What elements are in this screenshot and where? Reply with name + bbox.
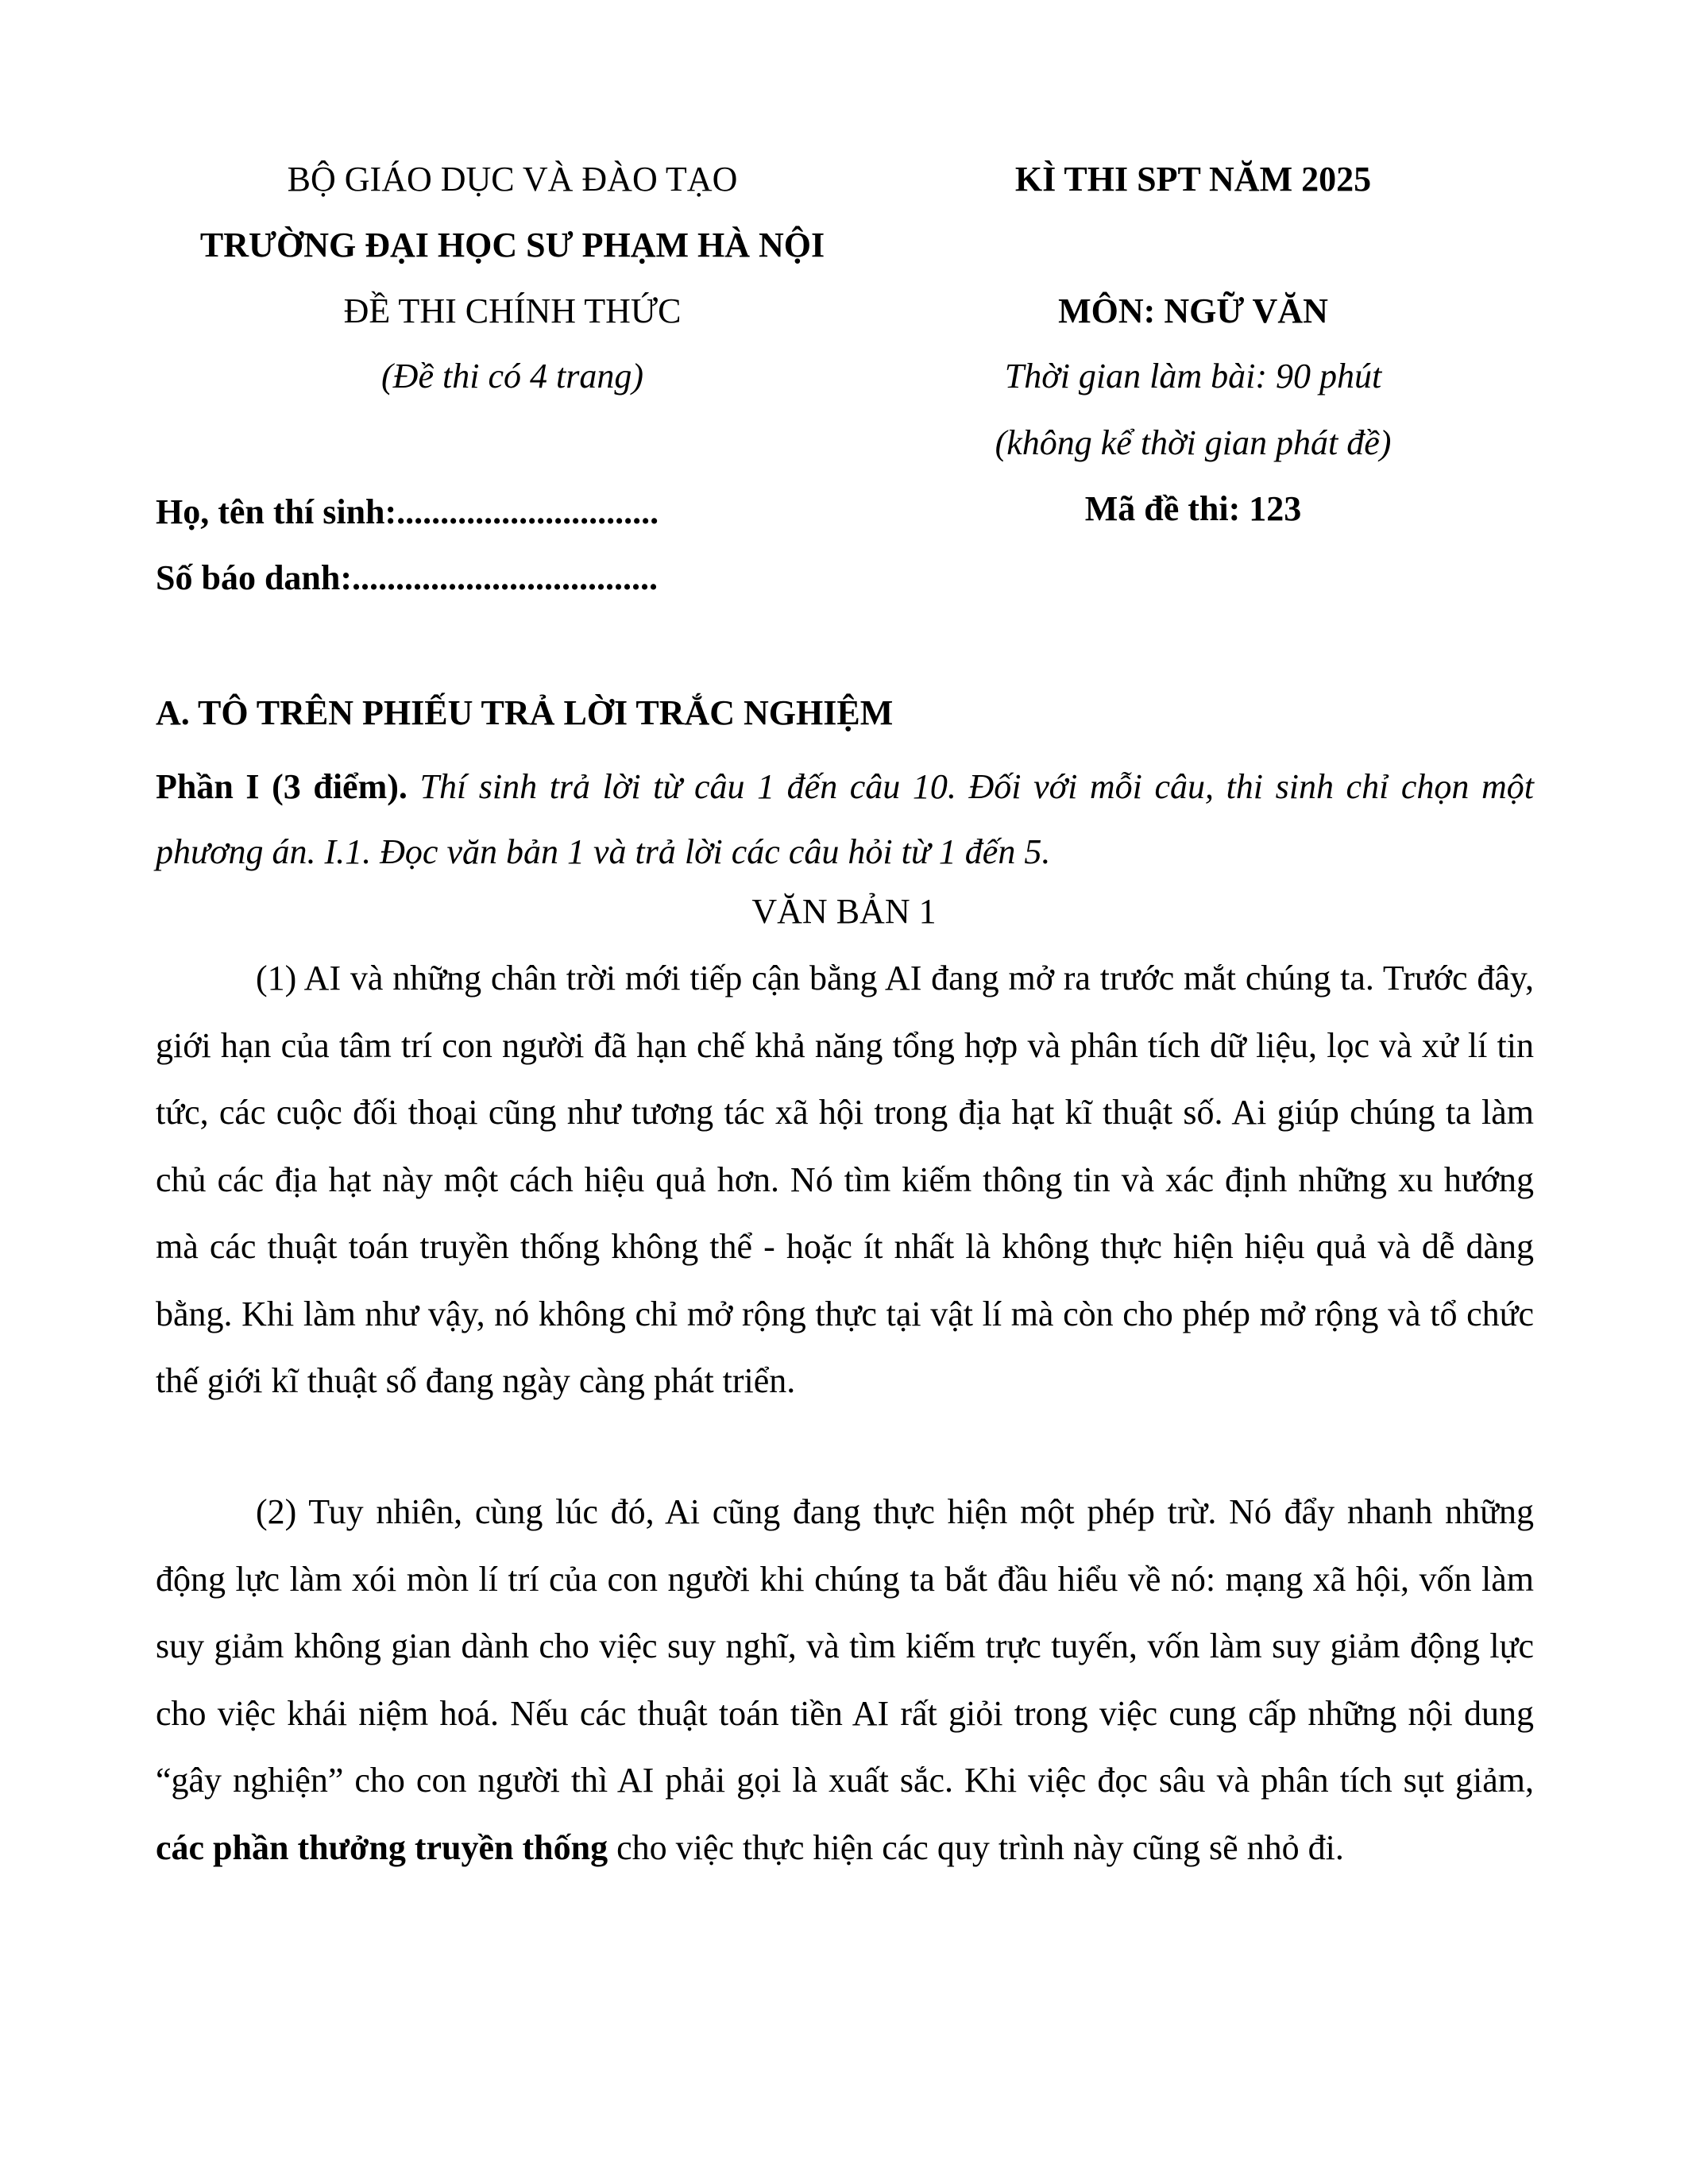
candidate-id-field: Số báo danh:................................... [156,558,659,597]
page-count-note: (Đề thi có 4 trang) [381,357,643,396]
exam-code: Mã đề thi: 123 [1084,489,1302,528]
part-label: Phần I (3 điểm). [156,767,408,806]
paragraph-2-text: (2) Tuy nhiên, cùng lúc đó, Ai cũng đang thực hiện một phép trừ. Nó đẩy nhanh những động lực làm xói mòn lí trí của con người khi chúng ta bắt đầu hiểu về nó: mạng xã hội, vốn làm suy giảm không gian dành cho việc suy nghĩ, và tìm kiếm trực tuyến, vốn làm suy giảm động lực cho việc khái niệm hoá. Nếu các thuật toán tiền AI rất giỏi trong việc cung cấp những nội dung “gây nghiện” cho con người thì AI phải gọi là xuất sắc. Khi việc đọc sâu và phân tích sụt giảm, [156,1492,1534,1800]
university-name: TRƯỜNG ĐẠI HỌC SƯ PHẠM HÀ NỘI [199,226,825,264]
time-allowed: Thời gian làm bài: 90 phút [1004,357,1382,396]
section-title: A. TÔ TRÊN PHIẾU TRẢ LỜI TRẮC NGHIỆM [156,693,894,732]
time-note: (không kể thời gian phát đề) [995,423,1392,462]
exam-name: KÌ THI SPT NĂM 2025 [1014,160,1372,199]
part-instructions [156,754,1534,885]
ministry-name: BỘ GIÁO DỤC VÀ ĐÀO TẠO [287,160,738,199]
text-title: VĂN BẢN 1 [751,892,937,931]
exam-type: ĐỀ THI CHÍNH THỨC [343,291,682,330]
paragraph-1: (1) AI và những chân trời mới tiếp cận bằng AI đang mở ra trước mắt chúng ta. Trước đây, giới hạn của tâm trí con người đã hạn chế khả năng tổng hợp và phân tích dữ liệu, lọc và xử lí tin tức, các cuộc đối thoại cũng như tương tác xã hội trong địa hạt kĩ thuật số. Ai giúp chúng ta làm chủ các địa hạt này một cách hiệu quả hơn. Nó tìm kiếm thông tin và xác định những xu hướng mà các thuật toán truyền thống không thể - hoặc ít nhất là không thực hiện hiệu quả và dễ dàng bằng. Khi làm như vậy, nó không chỉ mở rộng thực tại vật lí mà còn cho phép mở rộng và tổ chức thế giới kĩ thuật số đang ngày càng phát triển. [156,959,1534,1400]
paragraph-2-ending: cho việc thực hiện các quy trình này cũng sẽ nhỏ đi. [616,1827,1344,1867]
candidate-name-field: Họ, tên thí sinh:.............................. [156,492,659,531]
part-instruction-text: Thí sinh trả lời từ câu 1 đến câu 10. Đối với mỗi câu, thi sinh chỉ chọn một phương án. I.1. Đọc văn bản 1 và trả lời các câu hỏi từ 1 đến 5. [156,767,1535,871]
subject: MÔN: NGỮ VĂN [1058,291,1328,330]
paragraph-2-bold-phrase: các phần thưởng truyền thống [156,1827,608,1867]
paragraph-2 [156,1479,1534,1881]
